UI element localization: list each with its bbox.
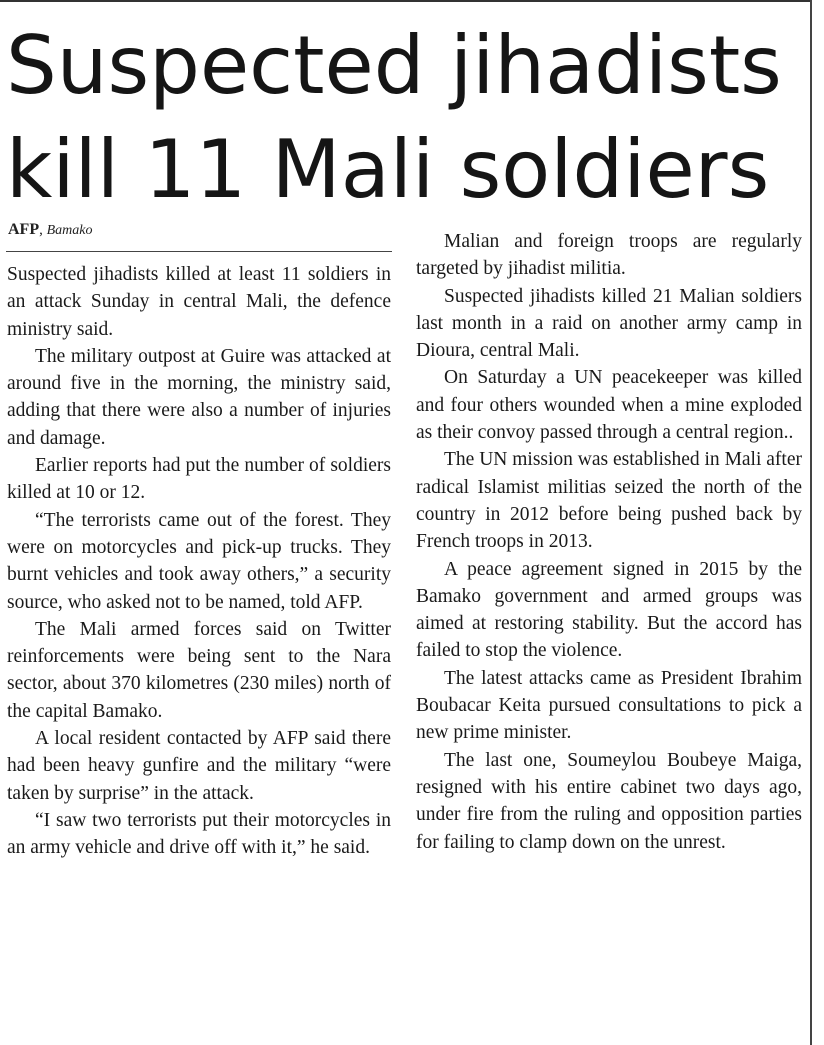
paragraph: “I saw two terrorists put their motorcycles in an army vehicle and drive off with it,” he said. [7, 809, 391, 859]
paragraph: The last one, Soumeylou Boubeye Maiga, resigned with his entire cabinet two days ago, under fire from the ruling and opposition parties for failing to clamp down on the unrest. [416, 749, 802, 853]
right-border-rule [810, 0, 812, 1045]
paragraph: The UN mission was established in Mali after radical Islamist militias seized the north of the country in 2012 before being pushed back by French troops in 2013. [416, 449, 802, 553]
paragraph: Suspected jihadists killed at least 11 soldiers in an attack Sunday in central Mali, the defence ministry said. [7, 264, 391, 340]
byline-agency: AFP [8, 221, 40, 238]
article-column-left [7, 261, 391, 862]
paragraph: On Saturday a UN peacekeeper was killed and four others wounded when a mine exploded as their convoy passed through a central region.. [416, 367, 802, 444]
byline-place: Bamako [46, 223, 93, 238]
article-column-right [416, 228, 802, 856]
byline-separator: , [39, 222, 47, 238]
article-headline: Suspected jihadists kill 11 Mali soldiers [6, 19, 782, 216]
paragraph: “The terrorists came out of the forest. They were on motorcycles and pick-up trucks. They burnt vehicles and took away others,” a security source, who asked not to be named, told AFP. [7, 509, 391, 613]
top-border-rule [0, 0, 810, 2]
paragraph: Suspected jihadists killed 21 Malian soldiers last month in a raid on another army camp in Dioura, central Mali. [416, 285, 802, 362]
paragraph: Malian and foreign troops are regularly targeted by jihadist militia. [416, 231, 802, 280]
paragraph: A peace agreement signed in 2015 by the Bamako government and armed groups was aimed at restoring stability. But the accord has failed to stop the violence. [416, 558, 802, 662]
paragraph: Earlier reports had put the number of soldiers killed at 10 or 12. [7, 455, 391, 504]
paragraph: A local resident contacted by AFP said there had been heavy gunfire and the military “were taken by surprise” in the attack. [7, 728, 391, 804]
article-byline [8, 221, 93, 239]
byline-divider [6, 251, 392, 252]
paragraph: The military outpost at Guire was attacked at around five in the morning, the ministry said, adding that there were also a number of injuries and damage. [7, 345, 391, 449]
paragraph: The Mali armed forces said on Twitter reinforcements were being sent to the Nara sector, about 370 kilometres (230 miles) north of the capital Bamako. [7, 618, 391, 722]
paragraph: The latest attacks came as President Ibrahim Boubacar Keita pursued consultations to pick a new prime minister. [416, 667, 802, 744]
